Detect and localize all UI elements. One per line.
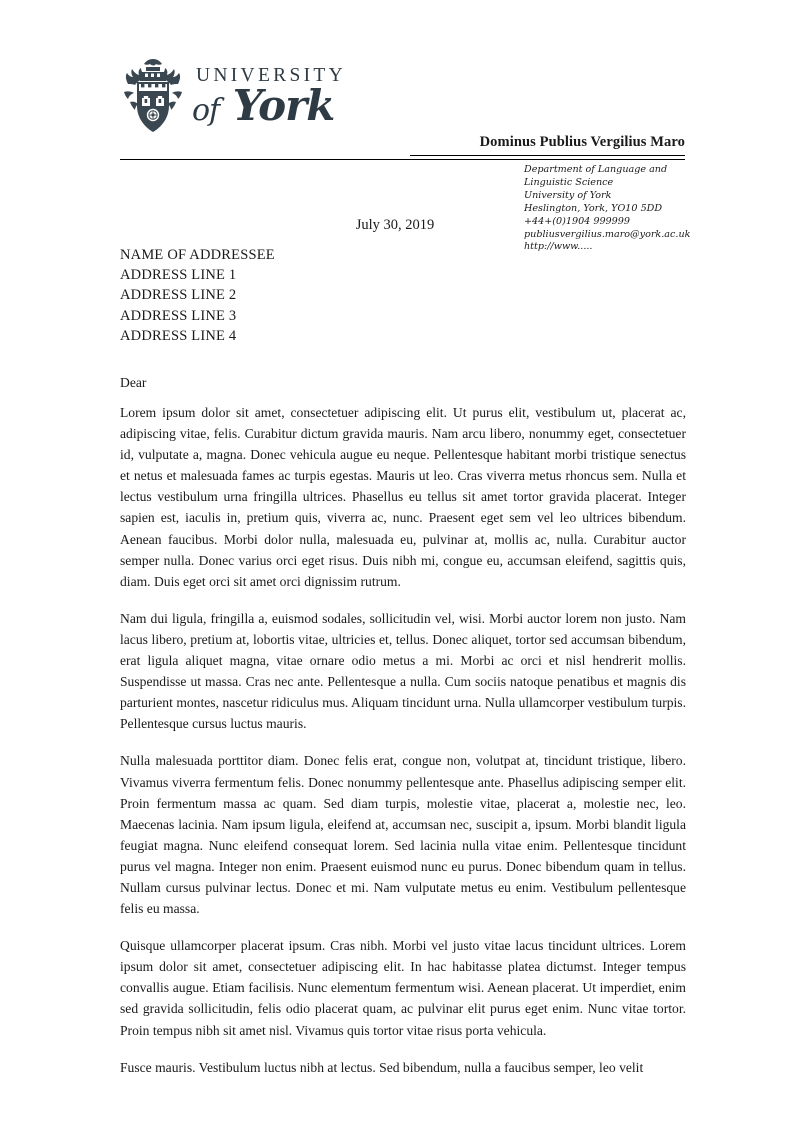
sender-address-line: Linguistic Science (524, 176, 614, 188)
body-paragraph: Quisque ullamcorper placerat ipsum. Cras nibh. Morbi vel justo vitae lacus tincidunt ultrices. Lorem ipsum dolor sit amet, consectetuer adipiscing elit. In hac habitasse platea dictumst. Integer tempus convallis augue. Etiam facilisis. Nunc elementum fermentum wisi. Aenean placerat. Ut imperdiet, enim sed gravida sollicitudin, felis odio placerat quam, ac pulvinar elit purus eget enim. Nunc vitae tortor. Proin tempus nibh sit amet nisl. Vivamus quis tortor vitae risus porta vehicula. (120, 938, 686, 1038)
letterhead-rule-thin (120, 159, 685, 160)
addressee-line-4: ADDRESS LINE 4 (120, 327, 237, 344)
letter-body (120, 402, 686, 1078)
addressee-line-3: ADDRESS LINE 3 (120, 307, 237, 324)
wordmark-york-text: York (232, 80, 335, 130)
body-paragraph: Nulla malesuada porttitor diam. Donec felis erat, congue non, volutpat at, tincidunt tristique, libero. Vivamus viverra fermentum felis. Donec nonummy pellentesque ante. Phasellus adipiscing semper elit. Proin fermentum massa ac quam. Sed diam turpis, molestie vitae, placerat a, molestie nec, leo. Maecenas lacinia. Nam ipsum ligula, eleifend at, accumsan nec, suscipit a, ipsum. Morbi blandit ligula feugiat magna. Nunc eleifend consequat lorem. Sed lacinia nulla vitae enim. Pellentesque tincidunt purus vel magna. Integer non enim. Praesent euismod nunc eu purus. Donec bibendum quam in tellus. Nullam cursus pulvinar lectus. Donec et mi. Nam vulputate metus eu enim. Vestibulum pellentesque felis eu massa. (120, 753, 686, 917)
wordmark-york (192, 80, 346, 130)
addressee-line-2: ADDRESS LINE 2 (120, 287, 237, 304)
wordmark-of: of (192, 92, 220, 128)
university-logo (120, 58, 346, 136)
york-coat-of-arms-icon (120, 58, 186, 136)
sender-address-website: http://www..... (524, 241, 593, 253)
university-wordmark (192, 58, 346, 130)
sender-address-block (524, 164, 699, 254)
letter-date: July 30, 2019 (355, 217, 435, 233)
letterhead-rule-thick (410, 155, 685, 156)
letterhead (120, 58, 685, 150)
sender-address-line: Department of Language and (524, 164, 668, 175)
body-paragraph: Nam dui ligula, fringilla a, euismod sodales, sollicitudin vel, wisi. Morbi auctor lorem non justo. Nam lacus libero, pretium at, lobortis vitae, ultricies et, tellus. Donec aliquet, tortor sed accumsan bibendum, erat ligula aliquet magna, vitae ornare odio metus a mi. Morbi ac orci et nisl hendrerit mollis. Suspendisse ut massa. Cras nec ante. Pellentesque a nulla. Cum sociis natoque penatibus et magnis dis parturient montes, nascetur ridiculus mus. Aliquam tincidunt urna. Nulla ullamcorper vestibulum turpis. Pellentesque cursus luctus mauris. (120, 610, 686, 732)
addressee-block (120, 245, 275, 346)
addressee-name: NAME OF ADDRESSEE (120, 247, 275, 263)
sender-address-email: publiusvergilius.maro@york.ac.uk (524, 228, 691, 240)
addressee-line-1: ADDRESS LINE 1 (120, 267, 237, 284)
wordmark-university: UNIVERSITY (196, 65, 346, 86)
body-paragraph: Lorem ipsum dolor sit amet, consectetuer adipiscing elit. Ut purus elit, vestibulum ut, placerat ac, adipiscing vitae, felis. Curabitur dictum gravida mauris. Nam arcu libero, nonummy eget, consectetuer id, vulputate a, magna. Donec vehicula augue eu neque. Pellentesque habitant morbi tristique senectus et netus et malesuada fames ac turpis egestas. Mauris ut leo. Cras viverra metus rhoncus sem. Nulla et lectus vestibulum urna fringilla ultrices. Phasellus eu tellus sit amet tortor gravida placerat. Integer sapien est, iaculis in, pretium quis, viverra ac, nunc. Praesent eget sem vel leo ultrices bibendum. Aenean faucibus. Morbi dolor nulla, malesuada eu, pulvinar at, mollis ac, nulla. Curabitur auctor semper nulla. Donec varius orci eget risus. Duis nibh mi, congue eu, accumsan eleifend, sagittis quis, diam. Duis eget orci sit amet orci dignissim rutrum. (120, 405, 686, 589)
body-paragraph-truncated: Fusce mauris. Vestibulum luctus nibh at lectus. Sed bibendum, nulla a faucibus semper, leo velit (120, 1059, 644, 1075)
salutation: Dear (120, 375, 147, 390)
sender-address-phone: +44+(0)1904 999999 (524, 215, 630, 227)
sender-address-line: University of York (524, 189, 612, 201)
sender-name: Dominus Publius Vergilius Maro (479, 134, 685, 150)
sender-address-line: Heslington, York, YO10 5DD (524, 202, 663, 214)
